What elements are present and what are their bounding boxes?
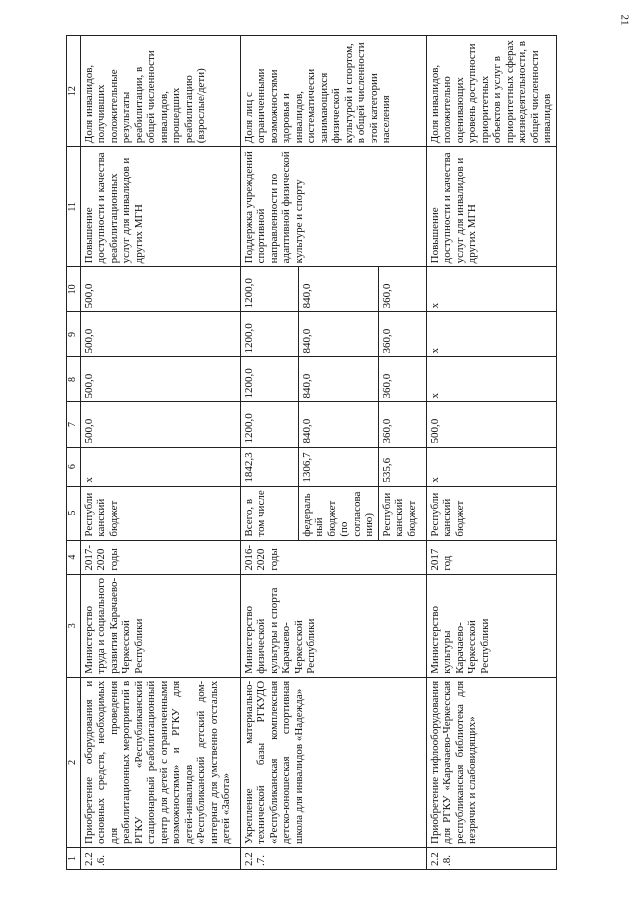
table-row [426,36,556,870]
event-cell: Приобретение оборудования и основных средств, необходимых для проведения реабилитационных мероприятий в РГКУ «Республиканский стационарный реабилитационный центр для детей с ограниченными возможностями» и РГКУ для детей-инвалидов «Республиканский детский дом-интернат для умственно отсталых детей «Забота» [80,677,240,847]
value-cell: 500,0 [426,402,556,447]
indicator-cell: Доля инвалидов, получивших положительные результаты реабилитации, в общей численности инвалидов, прошедших реабилитацию (взрослые/дети) [80,36,240,147]
value-cell: 500,0 [80,357,240,402]
executor-cell: Министерство труда и социального развития Карачаево-Черкесской Республики [80,574,240,677]
event-cell: Приобретение тифлооборудования для РГКУ «Карачаево-Черкесская республиканская библиотека для незрячих и слабовидящих» [426,677,556,847]
value-cell: 500,0 [80,402,240,447]
col-header: 2 [67,677,81,847]
col-header: 12 [67,36,81,147]
source-cell: Республиканский бюджет [426,486,556,540]
col-header: 5 [67,486,81,540]
col-header: 8 [67,357,81,402]
col-header: 3 [67,574,81,677]
source-cell: Республиканский бюджет [80,486,240,540]
row-id: 2.2.8. [426,847,556,869]
value-cell: 1200,0 [240,402,298,447]
page-number: 21 [618,14,631,26]
executor-cell: Министерство физической культуры и спорта Карачаево-Черкесской Республики [240,574,426,677]
value-cell: x [426,357,556,402]
value-cell: 840,0 [298,312,378,357]
col-header: 11 [67,147,81,267]
table-row [240,36,298,870]
column-number-row [67,36,81,870]
result-cell: Повышение доступности и качества услуг для инвалидов и других МГН [426,147,556,267]
col-header: 1 [67,847,81,869]
value-cell: 1306,7 [298,447,378,486]
program-table [66,35,557,870]
rotated-page [66,35,601,870]
value-cell: 535,6 [378,447,426,486]
result-cell: Поддержка учреждений спортивной направленности по адаптивной физической культуре и спорту [240,147,426,267]
value-cell: 360,0 [378,267,426,312]
value-cell: 1200,0 [240,312,298,357]
value-cell: x [426,447,556,486]
source-cell: Всего, в том числе [240,486,298,540]
period-cell: 2017 год [426,540,556,574]
value-cell: 840,0 [298,357,378,402]
value-cell: x [80,447,240,486]
value-cell: 840,0 [298,402,378,447]
col-header: 10 [67,267,81,312]
col-header: 7 [67,402,81,447]
value-cell: 360,0 [378,402,426,447]
result-cell: Повышение доступности и качества реабилитационных услуг для инвалидов и других МГН [80,147,240,267]
value-cell: 360,0 [378,312,426,357]
value-cell: 360,0 [378,357,426,402]
value-cell: 1842,3 [240,447,298,486]
rotated-table-area [66,0,601,905]
value-cell: x [426,267,556,312]
table-row [80,36,240,870]
row-id: 2.2.7. [240,847,426,869]
period-cell: 2016-2020 годы [240,540,426,574]
value-cell: 1200,0 [240,267,298,312]
event-cell: Укрепление материально-технической базы РГКУДО «Республиканская комплексная детско-юношеская спортивная школа для инвалидов «Надежда» [240,677,426,847]
row-id: 2.2.6. [80,847,240,869]
value-cell: x [426,312,556,357]
indicator-cell: Доля лиц с ограниченными возможностями здоровья и инвалидов, систематически занимающихся физической культурой и спортом, в общей численности этой категории населения [240,36,426,147]
col-header: 4 [67,540,81,574]
value-cell: 500,0 [80,312,240,357]
period-cell: 2017-2020 годы [80,540,240,574]
source-cell: Республиканский бюджет [378,486,426,540]
source-cell: федеральный бюджет (по согласованию) [298,486,378,540]
executor-cell: Министерство культуры Карачаево-Черкесской Республики [426,574,556,677]
col-header: 9 [67,312,81,357]
indicator-cell: Доля инвалидов, положительно оценивающих уровень доступности приоритетных объектов и услуг в приоритетных сферах жизнедеятельности, в общей численности инвалидов [426,36,556,147]
col-header: 6 [67,447,81,486]
value-cell: 500,0 [80,267,240,312]
value-cell: 840,0 [298,267,378,312]
value-cell: 1200,0 [240,357,298,402]
